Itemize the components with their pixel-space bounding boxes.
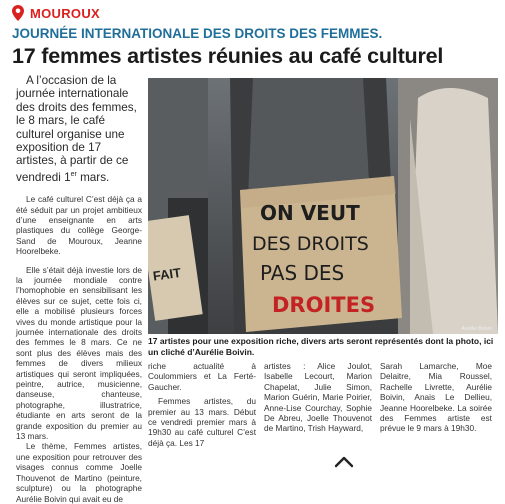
article-column-3: [264, 361, 372, 434]
sign-line: PAS DES: [260, 261, 345, 285]
sign-line: ON VEUT: [260, 201, 360, 225]
svg-text:FAIT: FAIT: [151, 264, 182, 284]
body-paragraph: Le thème, Femmes artistes, une exposition pour retrouver des visages connus comme Joelle Thouvenot de Martino (peinture, sculpture) ou la photographe Aurélie Boivin qui avait eu de: [16, 441, 142, 504]
body-paragraph: Sarah Lamarche, Moe Delaitre, Mia Roussel, Rachelle Livrette, Aurélie Boivin, Anais Le Dellieu, Jeanne Hoorelbeke. La soirée des Femmes artiste est prévue le 9 mars à 19h30.: [380, 361, 492, 434]
lead-paragraph: A l’occasion de la journée internationale des droits des femmes, le 8 mars, le café culturel organise une exposition de 17 artistes, à partir de ce vendredi 1er mars.: [16, 74, 137, 184]
article-column-2: [148, 361, 256, 448]
body-paragraph: Le café culturel C’est déjà ça a été séduit par un projet ambitieux d’une enseignante en arts plastiques du collège George-Sand de Mouroux, Jeanne Hoorelbeke.: [16, 194, 142, 257]
protest-photo-illustration: [148, 78, 498, 334]
article-column-4: [380, 361, 492, 434]
photo-credit: Aurélie Boivin: [461, 326, 492, 332]
headline: 17 femmes artistes réunies au café culturel: [12, 44, 444, 68]
article-column-1: [16, 74, 142, 504]
protest-sign: [240, 176, 402, 332]
kicker: JOURNÉE INTERNATIONALE DES DROITS DES FEMMES.: [12, 26, 383, 41]
sign-line: DROITES: [272, 293, 376, 317]
article-photo: [148, 78, 498, 334]
body-paragraph: Femmes artistes, du premier au 13 mars. Début ce vendredi premier mars à 19h30 au café culturel C’est déjà ça. Les 17: [148, 396, 256, 448]
sign-line: DES DROITS: [252, 233, 369, 255]
chevron-up-icon[interactable]: [334, 456, 354, 468]
location-label: MOUROUX: [30, 5, 100, 21]
body-paragraph: artistes : Alice Joulot, Isabelle Lecourt, Marion Chapelat, Julie Simon, Marion Guérin, Marie Poirier, Anne-Lise Courchay, Sophie De Abreu, Joelle Thouvenot de Martino, Trish Hayward,: [264, 361, 372, 434]
map-pin-icon: [12, 5, 24, 21]
body-paragraph: Elle s’était déjà investie lors de la journée mondiale contre l’homophobie en sensibilisant les élèves sur ce sujet, cette fois ci, elle a mobilisé plusieurs forces vives du monde artistique pour la journée internationale des droits des femmes le 8 mars. Ce ne sont plus des élèves mais des femmes de divers milieux artistiques qui seront impliquées, peintre, autrice, musicienne, danseuse, chanteuse, photographe, illustratrice, étudiante en arts seront de la grande exposition du premier au 13 mars.: [16, 264, 142, 442]
photo-caption: 17 artistes pour une exposition riche, divers arts seront représentés dont la photo, ici un cliché d’Aurélie Boivin.: [148, 336, 494, 357]
location-bar: [12, 3, 100, 23]
body-paragraph: riche actualité à Coulommiers et La Ferté-Gaucher.: [148, 361, 256, 392]
